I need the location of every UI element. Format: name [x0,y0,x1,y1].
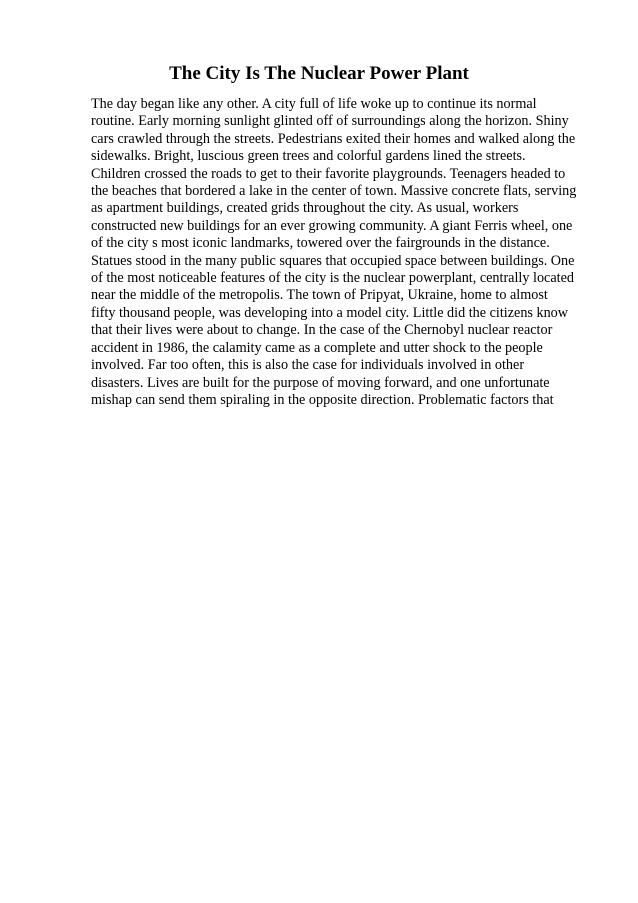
text-line: Children crossed the roads to get to their favorite playgrounds. Teenagers headed to [91,165,566,182]
text-line: The day began like any other. A city full of life woke up to continue its normal [91,96,537,112]
text-line: of the most noticeable features of the city is the nuclear powerplant, centrally located [91,270,574,287]
text-line: that their lives were about to change. In the case of the Chernobyl nuclear reactor [91,322,553,339]
text-line: near the middle of the metropolis. The town of Pripyat, Ukraine, home to almost [91,287,548,304]
text-line: of the city s most iconic landmarks, towered over the fairgrounds in the distance. [91,235,550,252]
text-line: cars crawled through the streets. Pedestrians exited their homes and walked along the [91,130,576,147]
text-line: Statues stood in the many public squares that occupied space between buildings. One [91,252,575,269]
text-line: routine. Early morning sunlight glinted off of surroundings along the horizon. Shiny [91,113,569,130]
text-line: sidewalks. Bright, luscious green trees and colorful gardens lined the streets. [91,148,526,165]
text-line: the beaches that bordered a lake in the center of town. Massive concrete flats, serving [91,183,577,200]
text-line: involved. Far too often, this is also the case for individuals involved in other [91,357,525,374]
document-body [91,96,577,409]
text-line: fifty thousand people, was developing into a model city. Little did the citizens know [91,304,569,321]
text-line: accident in 1986, the calamity came as a complete and utter shock to the people [91,339,543,356]
text-line: mishap can send them spiraling in the opposite direction. Problematic factors that [91,391,554,408]
document-title: The City Is The Nuclear Power Plant [169,63,469,84]
text-line: disasters. Lives are built for the purpose of moving forward, and one unfortunate [91,374,550,391]
text-line: constructed new buildings for an ever growing community. A giant Ferris wheel, one [91,217,573,234]
text-line: as apartment buildings, created grids throughout the city. As usual, workers [91,200,519,217]
